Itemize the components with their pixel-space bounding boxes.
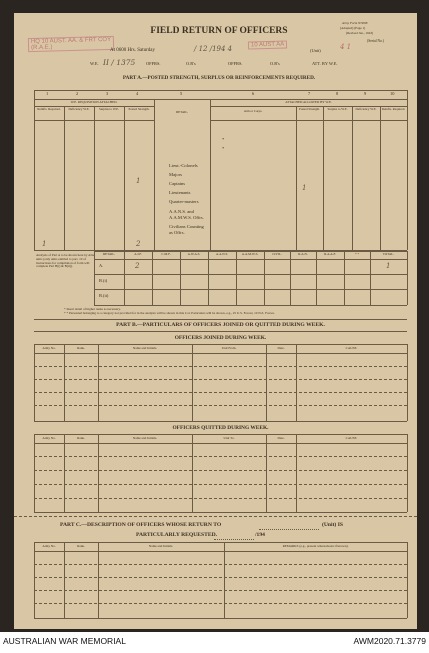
analysis-col-aans: A.A.N.S.	[215, 252, 229, 256]
quitted-col-name: Name and Initials.	[132, 436, 158, 440]
rank-majors: Majors	[169, 172, 183, 177]
col-head-reinfts: Reinfts. Required.	[37, 107, 61, 111]
we-handwritten: II / 1375	[103, 58, 136, 67]
col-num-3: 3	[106, 91, 109, 96]
detail-header: DETAIL.	[175, 110, 189, 114]
col-head-deficiency-2: Deficiency W.E.	[355, 107, 377, 111]
stamp-left-text: HQ 10 AUST. AA. & FRT COY	[30, 36, 112, 46]
joined-col-name: Name and Initials.	[132, 346, 158, 350]
analysis-col-civil: CIVIL.	[272, 252, 282, 256]
part-b-heading: PART B.—PARTICULARS OF OFFICERS JOINED OR QUITTED DURING WEEK.	[116, 322, 325, 328]
col-head-surplus-2: Surplus to W.E.	[327, 107, 348, 111]
rank-aamws: A.A.M.W.S. Offrs.	[169, 215, 204, 220]
part-c-requested: PARTICULARLY REQUESTED.	[136, 532, 218, 538]
hand-mark-1: 1	[136, 177, 141, 185]
analysis-col-aif: A.I.F.	[134, 252, 142, 256]
footnote-2: * * Personnel belonging to a category not provided for in the analysis will be shown in this Col. Particulars will be shown, e.g., 25 U.S. Forces; 10 N.Z. Forces.	[64, 311, 275, 315]
joined-col-army-no: Army No.	[42, 346, 56, 350]
quitted-col-rank: Rank.	[77, 436, 85, 440]
joined-col-cause: CAUSE.	[345, 346, 358, 350]
col-num-6: 6	[252, 91, 255, 96]
rank-aans: A.A.N.S. and	[169, 209, 194, 214]
col-head-arm: Arm or Corps.	[243, 109, 263, 113]
col-head-deficiency: Deficiency W.E.	[68, 107, 90, 111]
quitted-col-date: Date.	[277, 436, 285, 440]
col-head-posted-2: Posted Strength.	[299, 107, 320, 111]
form-revised: (Revised Jan., 1943)	[346, 31, 374, 35]
unit-stamp-left	[28, 36, 114, 52]
joined-col-rank: Rank.	[77, 346, 85, 350]
joined-col-unit-from: Unit From.	[221, 346, 237, 350]
form-adapted: (Adapted) (Page 1)	[340, 26, 366, 30]
hand-mark-5: 2	[135, 262, 140, 270]
unit-stamp-right	[248, 40, 287, 49]
hand-mark-4: 2	[136, 240, 141, 248]
col-num-2: 2	[76, 91, 79, 96]
part-c-date: /194	[255, 532, 265, 538]
footer-right: AWM2020.71.3779	[353, 636, 426, 646]
quitted-col-cause: CAUSE.	[345, 436, 358, 440]
analysis-col-other: * *	[354, 252, 360, 256]
quitted-col-army-no: Army No.	[42, 436, 56, 440]
analysis-row-bii: B.(ii)	[99, 293, 109, 298]
analysis-col-awas: A.W.A.S.	[187, 252, 201, 256]
rank-lieutenants: Lieutenants	[169, 190, 191, 195]
analysis-note: Analysis of Part A to be shown here by AIA units (only units entitled to part. 10 of instructions for compilation of form will complete Part B(i) & B(ii)).	[36, 253, 94, 269]
star-mark-2: *	[222, 146, 225, 151]
stamp-right-text: 10 AUST AA	[250, 41, 285, 49]
we-label: W.E.	[90, 61, 99, 66]
rank-lieut-colonels: Lieut.-Colonels	[169, 163, 198, 168]
offrs2-label: OFFRS.	[228, 61, 243, 66]
col-head-posted: Posted Strength.	[128, 107, 150, 111]
col-head-reinfts-2: Reinfts. Required.	[381, 107, 406, 111]
col-num-9: 9	[364, 91, 367, 96]
ors2-label: O.R's	[270, 61, 280, 66]
hand-mark-3: 1	[42, 240, 47, 248]
hand-mark-6: 1	[386, 262, 391, 270]
joined-table	[34, 344, 407, 421]
part-c-table	[34, 542, 407, 618]
rank-as-offrs: as Offrs.	[169, 230, 185, 235]
part-a-table	[34, 90, 407, 250]
part-c-unit: (Unit) IS	[322, 522, 343, 528]
partc-col-army-no: Army No.	[42, 544, 56, 548]
footnote-1: * Insert detail of higher ranks as necessary.	[64, 307, 121, 311]
serial-label: (Serial No.)	[367, 39, 384, 43]
offrs-label: OFFRS.	[146, 61, 161, 66]
part-c-heading: PART C.—DESCRIPTION OF OFFICERS WHOSE RETURN TO	[60, 522, 222, 528]
partc-col-remarks: REMARKS (e.g., present whereabouts if known).	[282, 544, 349, 548]
analysis-col-detail: DETAIL.	[102, 252, 116, 256]
form-id: Army Form W3008	[342, 21, 368, 25]
quitted-col-unit-to: Unit To.	[223, 436, 235, 440]
part-a-heading: PART A.—POSTED STRENGTH, SURPLUS OR REINFORCEMENTS REQUIRED.	[122, 75, 316, 81]
form-title: FIELD RETURN OF OFFICERS	[150, 26, 288, 36]
rank-civilians: Civilians Counting	[169, 224, 204, 229]
at-line: At 0600 Hrs. Saturday	[110, 48, 155, 53]
star-mark-1: *	[222, 137, 225, 142]
col-num-4: 4	[136, 91, 139, 96]
col-num-8: 8	[336, 91, 339, 96]
joined-col-date: Date.	[277, 346, 285, 350]
col-num-10: 10	[390, 91, 395, 96]
col-num-5: 5	[180, 91, 183, 96]
analysis-col-raaf: R.A.A.F.	[324, 252, 336, 256]
ors-label: O.R's	[186, 61, 196, 66]
rank-quartermasters: Quarter-masters	[169, 199, 199, 204]
analysis-col-aamws: A.A.M.W.S.	[241, 252, 259, 256]
col-num-1: 1	[46, 91, 49, 96]
form-sheet	[14, 13, 417, 629]
quitted-table	[34, 434, 407, 512]
analysis-col-ran: R.A.N.	[298, 252, 308, 256]
analysis-row-a: A.	[99, 263, 104, 268]
joined-header: OFFICERS JOINED DURING WEEK.	[174, 335, 267, 341]
partc-col-rank: Rank.	[77, 544, 85, 548]
stamp-left-sub: (R.A.E.)	[31, 44, 53, 52]
hand-mark-2: 1	[302, 184, 307, 192]
analysis-table	[94, 251, 407, 305]
rank-captains: Captains	[169, 181, 186, 186]
analysis-col-total: TOTAL.	[382, 252, 395, 256]
analysis-col-cmf: C.M.F.	[161, 252, 171, 256]
we-requisition-header: W.E. REQUISITION ATTACHED.	[70, 100, 118, 104]
analysis-row-bi: B.(i)	[99, 278, 108, 283]
partc-col-name: Name and Initials.	[148, 544, 174, 548]
footer-left: AUSTRALIAN WAR MEMORIAL	[3, 636, 126, 646]
col-num-7: 7	[308, 91, 311, 96]
unit-handwritten: 4 1	[340, 43, 352, 51]
quitted-header: OFFICERS QUITTED DURING WEEK.	[172, 425, 269, 431]
col-head-surplus: Surplus to W.E.	[98, 107, 119, 111]
att-label: ATT. BY W.E.	[312, 61, 338, 66]
unit-label: (Unit)	[310, 48, 321, 53]
date-handwritten: / 12 /194 4	[194, 45, 233, 53]
attached-header: ATTACHED ALLOWED BY W.E.	[285, 100, 332, 104]
